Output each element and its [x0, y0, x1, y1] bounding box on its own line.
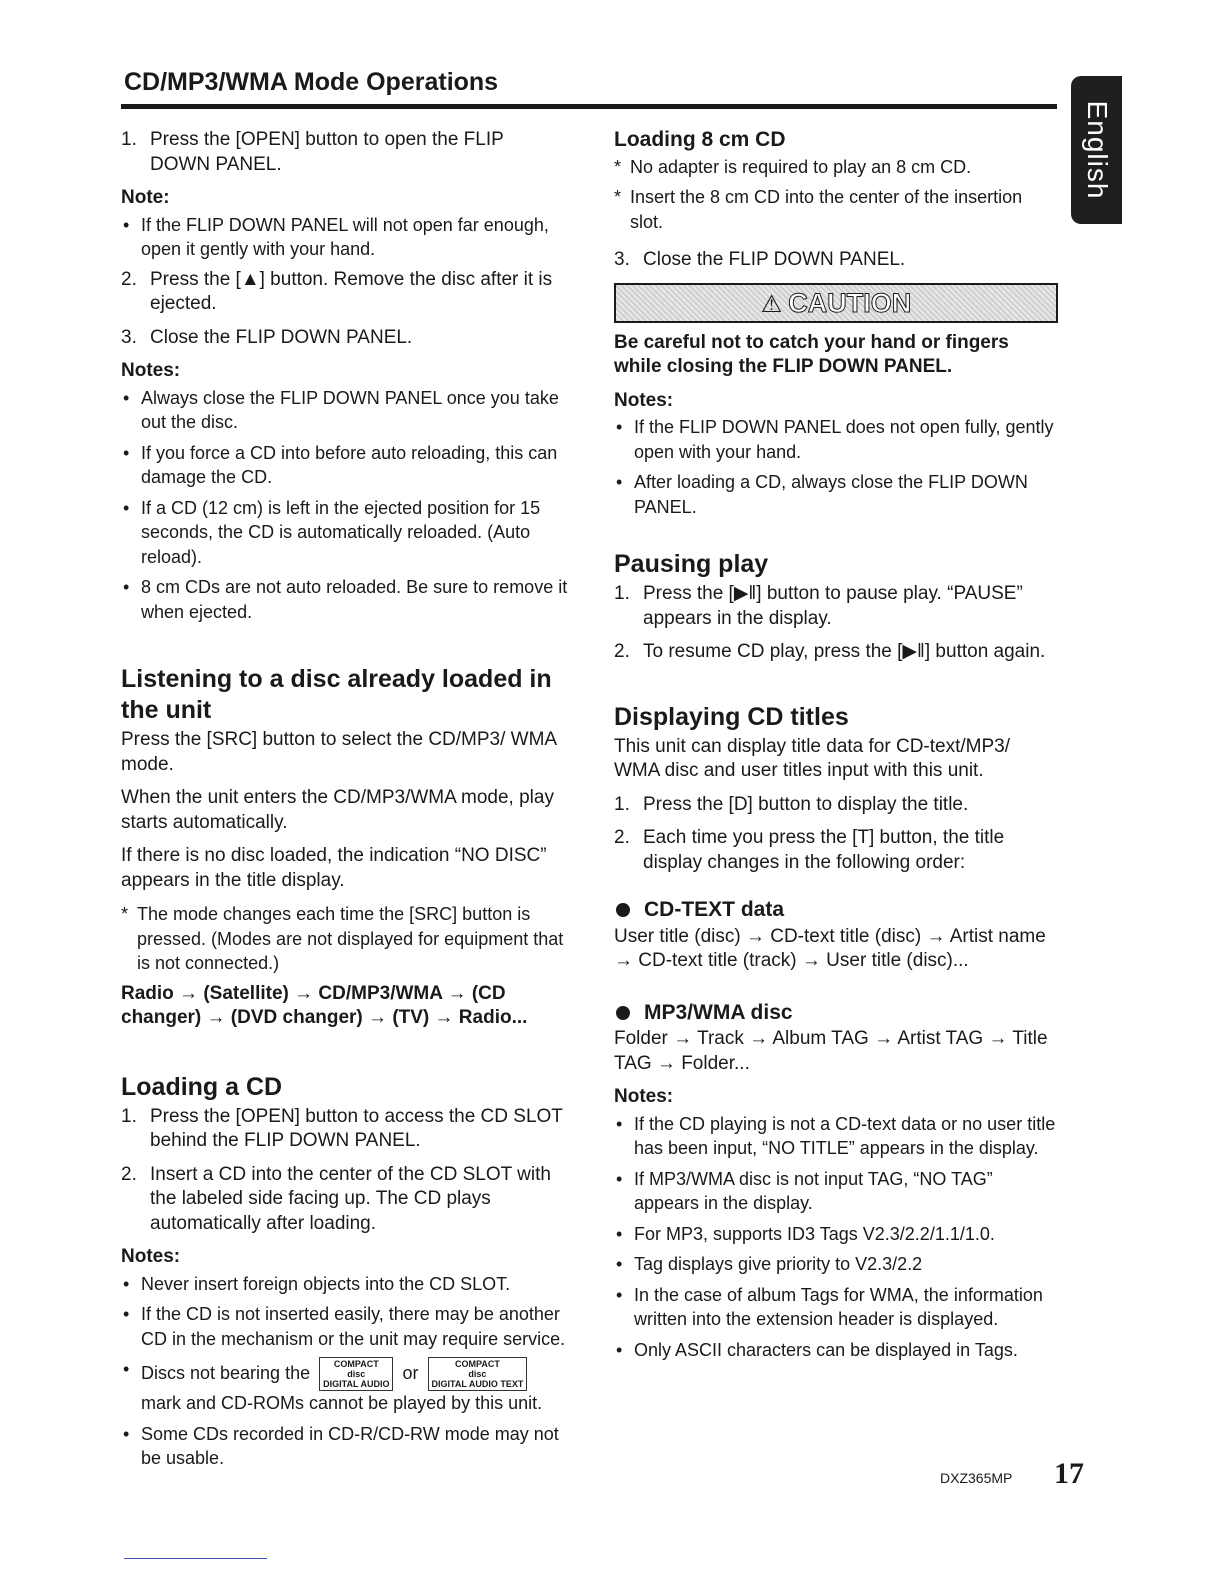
caution-text: Be careful not to catch your hand or fingers while closing the FLIP DOWN PANEL. — [614, 331, 1009, 377]
title-rule — [121, 104, 1057, 109]
disc-logo-note — [121, 1357, 568, 1416]
load-step-1: 1. Press the [OPEN] button to access the CD SLOT behind the FLIP DOWN PANEL. — [121, 1105, 563, 1151]
note-item: • Never insert foreign objects into the CD SLOT. — [121, 1272, 568, 1297]
note-item: • If the CD is not inserted easily, there may be another CD in the mechanism or the unit may require service. — [121, 1302, 568, 1351]
note-item: • If a CD (12 cm) is left in the ejected position for 15 seconds, the CD is automatically reloaded. (Auto reload). — [121, 496, 568, 570]
titles-step-1-text: Press the [D] button to display the title. — [643, 793, 969, 815]
titles-heading: Displaying CD titles — [614, 702, 849, 731]
left-column — [121, 128, 568, 1477]
note-label: Note: — [121, 187, 170, 208]
bullet-dot-icon — [616, 1006, 630, 1020]
listening-paragraph: If there is no disc loaded, the indication “NO DISC” appears in the title display. — [121, 845, 547, 891]
pausing-heading: Pausing play — [614, 550, 769, 578]
disc-note-text: mark and CD-ROMs cannot be played by this unit. — [141, 1393, 543, 1413]
note-item: • 8 cm CDs are not auto reloaded. Be sure to remove it when ejected. — [121, 575, 568, 624]
language-tab-label: English — [1081, 100, 1113, 200]
titles-step-2-text: Each time you press the [T] button, the title display changes in the following order: — [643, 827, 1005, 873]
note-item: • For MP3, supports ID3 Tags V2.3/2.2/1.1/1.0. — [614, 1222, 1058, 1247]
logo-top-text: COMPACT — [333, 1359, 379, 1369]
note-item: • Some CDs recorded in CD-R/CD-RW mode may not be usable. — [121, 1422, 568, 1471]
asterisk-note-text: Insert the 8 cm CD into the center of the insertion slot. — [630, 187, 1023, 232]
logo-top-text: COMPACT — [455, 1359, 500, 1369]
mp3-heading — [614, 1001, 1058, 1026]
step-3-text: Close the FLIP DOWN PANEL. — [643, 249, 906, 270]
notes-label: Notes: — [614, 1086, 674, 1107]
bullet-dot-icon — [616, 903, 630, 917]
bottom-line — [124, 1558, 267, 1559]
note-item: • If the FLIP DOWN PANEL will not open far enough, open it gently with your hand. — [121, 213, 568, 262]
note-item: • If the FLIP DOWN PANEL does not open fully, gently open with your hand. — [614, 415, 1058, 464]
compact-disc-text-logo — [428, 1357, 528, 1391]
load-step-2-text: Insert a CD into the center of the CD SLOT with the labeled side facing up. The CD plays automatically after loading. — [150, 1163, 551, 1234]
asterisk-note: * The mode changes each time the [SRC] button is pressed. (Modes are not displayed for equipment that is not connected.) — [121, 904, 564, 973]
disc-note-or: or — [402, 1362, 419, 1383]
titles-paragraph: This unit can display title data for CD-text/MP3/ WMA disc and user titles input with this unit. — [614, 735, 1010, 781]
titles-step-2: 2. Each time you press the [T] button, the title display changes in the following order: — [614, 827, 1005, 873]
listening-heading: Listening to a disc already loaded in the unit — [121, 665, 552, 724]
mode-sequence: Radio → (Satellite) → CD/MP3/WMA → (CD changer) → (DVD changer) → (TV) → Radio... — [121, 982, 528, 1028]
notes-label: Notes: — [121, 360, 181, 381]
step-1-text: Press the [OPEN] button to open the FLIP DOWN PANEL. — [150, 129, 504, 175]
note-item: • In the case of album Tags for WMA, the information written into the extension header is displayed. — [614, 1283, 1058, 1332]
note-item: • If the CD playing is not a CD-text data or no user title has been input, “NO TITLE” appears in the display. — [614, 1112, 1058, 1161]
mp3-heading-text: MP3/WMA disc — [644, 1000, 793, 1024]
step-2: 2. Press the [▲] button. Remove the disc after it is ejected. — [121, 268, 553, 314]
listening-paragraph: When the unit enters the CD/MP3/WMA mode, play starts automatically. — [121, 787, 554, 833]
step-3: 3. Close the FLIP DOWN PANEL. — [121, 326, 413, 348]
logo-bottom-text: DIGITAL AUDIO TEXT — [431, 1379, 524, 1389]
warning-icon: ⚠ — [760, 290, 783, 318]
disc-note-text: Discs not bearing the — [141, 1362, 311, 1383]
cdtext-heading — [614, 898, 1058, 923]
cdtext-sequence: User title (disc) → CD-text title (disc) → Artist name → CD-text title (track) → User title (disc)... — [614, 925, 1046, 971]
note-item: • Only ASCII characters can be displayed in Tags. — [614, 1338, 1058, 1363]
note-item: • If MP3/WMA disc is not input TAG, “NO TAG” appears in the display. — [614, 1167, 1058, 1216]
asterisk-note: * Insert the 8 cm CD into the center of the insertion slot. — [614, 187, 1023, 232]
caution-banner — [614, 283, 1058, 323]
asterisk-note-text: The mode changes each time the [SRC] button is pressed. (Modes are not displayed for equipment that is not connected.) — [137, 904, 564, 973]
page-number: 17 — [1054, 1457, 1084, 1490]
logo-mid-text: disc — [468, 1369, 487, 1379]
step-1: 1. Press the [OPEN] button to open the FLIP DOWN PANEL. — [121, 129, 504, 175]
notes-label: Notes: — [614, 389, 674, 411]
logo-bottom-text: DIGITAL AUDIO — [323, 1379, 390, 1389]
step-2-text: Press the [▲] button. Remove the disc after it is ejected. — [150, 268, 553, 314]
note-item: • Tag displays give priority to V2.3/2.2 — [614, 1252, 1058, 1277]
language-tab — [1071, 76, 1122, 224]
note-item: • If you force a CD into before auto reloading, this can damage the CD. — [121, 441, 568, 490]
loading-heading: Loading a CD — [121, 1072, 283, 1101]
load-notes-label: Notes: — [121, 1246, 181, 1267]
caution-label: CAUTION — [788, 287, 912, 318]
asterisk-note-text: No adapter is required to play an 8 cm CD. — [630, 156, 972, 177]
mp3-sequence: Folder → Track → Album TAG → Artist TAG → Title TAG → Folder... — [614, 1028, 1048, 1074]
listening-paragraph: Press the [SRC] button to select the CD/MP3/ WMA mode. — [121, 729, 557, 775]
step-3: 3. Close the FLIP DOWN PANEL. — [614, 249, 906, 270]
right-column — [614, 128, 1058, 1368]
load-step-1-text: Press the [OPEN] button to access the CD SLOT behind the FLIP DOWN PANEL. — [150, 1105, 563, 1151]
titles-step-1: 1. Press the [D] button to display the title. — [614, 793, 969, 815]
cdtext-heading-text: CD-TEXT data — [644, 898, 785, 921]
loading-8cm-heading: Loading 8 cm CD — [614, 128, 786, 151]
pause-step-1-text: Press the [▶‖] button to pause play. “PAUSE” appears in the display. — [643, 583, 1023, 629]
step-3-text: Close the FLIP DOWN PANEL. — [150, 326, 413, 348]
note-item: • After loading a CD, always close the FLIP DOWN PANEL. — [614, 470, 1058, 519]
pause-step-2: 2. To resume CD play, press the [▶‖] button again. — [614, 641, 1046, 662]
logo-mid-text: disc — [347, 1369, 366, 1379]
pause-step-2-text: To resume CD play, press the [▶‖] button again. — [643, 641, 1046, 662]
load-step-2: 2. Insert a CD into the center of the CD SLOT with the labeled side facing up. The CD plays automatically after loading. — [121, 1163, 551, 1234]
asterisk-note: * No adapter is required to play an 8 cm CD. — [614, 156, 972, 177]
pause-step-1: 1. Press the [▶‖] button to pause play. “PAUSE” appears in the display. — [614, 583, 1023, 629]
page-title: CD/MP3/WMA Mode Operations — [124, 68, 499, 96]
model-number: DXZ365MP — [940, 1470, 1013, 1486]
note-item: • Always close the FLIP DOWN PANEL once you take out the disc. — [121, 386, 568, 435]
compact-disc-logo — [319, 1357, 393, 1391]
